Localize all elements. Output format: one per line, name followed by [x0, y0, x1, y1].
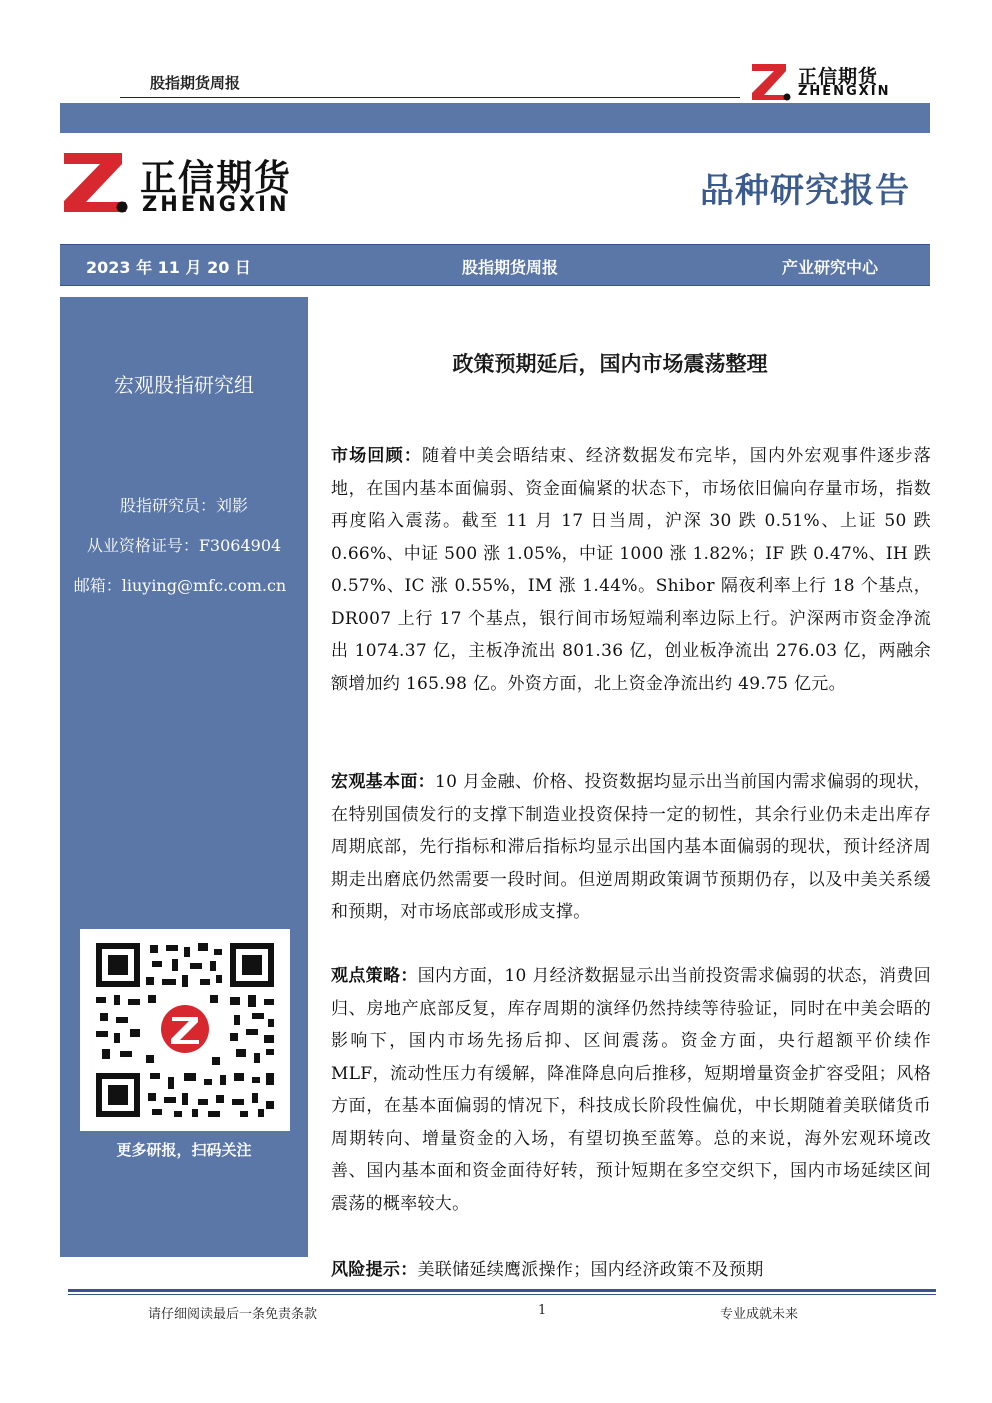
analyst-email[interactable]: 邮箱：liuying@mfc.com.cn — [73, 576, 287, 595]
section-lead: 宏观基本面： — [331, 772, 436, 792]
footer-slogan: 专业成就未来 — [720, 1307, 799, 1322]
section-text: 国内方面，10 月经济数据显示出当前投资需求偏弱的状态，消费回归、房地产底部反复，库存周期的演绎仍然持续等待验证，同时在中美会晤的影响下，国内市场先扬后抑、区间震荡。资金方面，央行超额平价续作 MLF，流动性压力有缓解，降准降息向后推移，短期增量资金扩容受阻；风格方面，在基本面偏弱的情况下，科技成长阶段性偏优，中长期随着美联储货币周期转向、增量资金的入场，有望切换至蓝筹。总的来说，海外宏观环境改善、国内基本面和资金面待好转，预计短期在多空交织下，国内市场延续区间震荡的概率较大。 — [331, 966, 932, 1214]
qr-code-icon — [80, 929, 290, 1131]
section-market-review — [331, 440, 931, 700]
header-brand-en: ZHENGXIN — [798, 84, 891, 99]
z-logo-icon — [750, 62, 792, 102]
report-type: 品种研究报告 — [700, 171, 910, 211]
cover-brand-cn: 正信期货 — [140, 158, 293, 199]
footer-rule — [68, 1289, 936, 1292]
section-text: 随着中美会晤结束、经济数据发布完毕，国内外宏观事件逐步落地，在国内基本面偏弱、资金面偏紧的状态下，市场依旧偏向存量市场，指数再度陷入震荡。截至 11 月 17 日当周，沪深 30 跌 0.51%、上证 50 跌 0.66%、中证 500 涨 1.05%，中证 1000 涨 1.82%；IF 跌 0.47%、IH 跌 0.57%、IC 涨 0.55%，IM 涨 1.44%。Shibor 隔夜利率上行 18 个基点，DR007 上行 17 个基点，银行间市场短端利率边际上行。沪深两市资金净流出 1074.37 亿，主板净流出 801.36 亿，创业板净流出 276.03 亿，两融余额增加约 165.98 亿。外资方面，北上资金净流出约 49.75 亿元。 — [331, 446, 932, 694]
footer-rule-thin — [68, 1294, 936, 1295]
cover-logo — [62, 150, 322, 220]
qr-code[interactable] — [80, 929, 290, 1131]
header-brand-cn: 正信期货 — [798, 66, 879, 88]
sidebar — [60, 297, 308, 1257]
qr-caption: 更多研报，扫码关注 — [116, 1141, 252, 1159]
top-band — [60, 103, 930, 133]
report-date: 2023 年 11 月 20 日 — [86, 258, 251, 277]
section-text: 美联储延续鹰派操作；国内经济政策不及预期 — [417, 1260, 764, 1280]
header-rule — [120, 97, 740, 98]
section-text: 10 月金融、价格、投资数据均显示出当前国内需求偏弱的现状，在特别国债发行的支撑下制造业投资保持一定的韧性，其余行业仍未走出库存周期底部，先行指标和滞后指标均显示出国内基本面偏弱的现状，预计经济周期走出磨底仍然需要一段时间。但逆周期政策调节预期仍存，以及中美关系缓和预期，对市场底部或形成支撑。 — [331, 772, 931, 922]
z-logo-icon — [62, 150, 130, 216]
analyst-name: 股指研究员：刘影 — [119, 496, 248, 515]
report-department: 产业研究中心 — [782, 258, 879, 277]
section-lead: 市场回顾： — [331, 446, 423, 466]
footer-disclaimer: 请仔细阅读最后一条免责条款 — [148, 1307, 318, 1322]
section-lead: 观点策略： — [331, 966, 418, 986]
section-lead: 风险提示： — [331, 1260, 418, 1280]
info-band — [60, 244, 930, 286]
page-number: 1 — [538, 1303, 547, 1318]
section-macro-fundamentals — [331, 766, 931, 929]
cover-brand-en: ZHENGXIN — [142, 192, 290, 216]
report-series: 股指期货周报 — [462, 258, 559, 277]
license-number: 从业资格证号：F3064904 — [86, 536, 282, 555]
running-title: 股指期货周报 — [150, 74, 241, 92]
section-strategy — [331, 960, 931, 1220]
section-risk-warning — [331, 1254, 931, 1287]
team-title: 宏观股指研究组 — [114, 373, 254, 397]
report-headline: 政策预期延后，国内市场震荡整理 — [452, 352, 768, 376]
header-logo — [750, 62, 940, 102]
